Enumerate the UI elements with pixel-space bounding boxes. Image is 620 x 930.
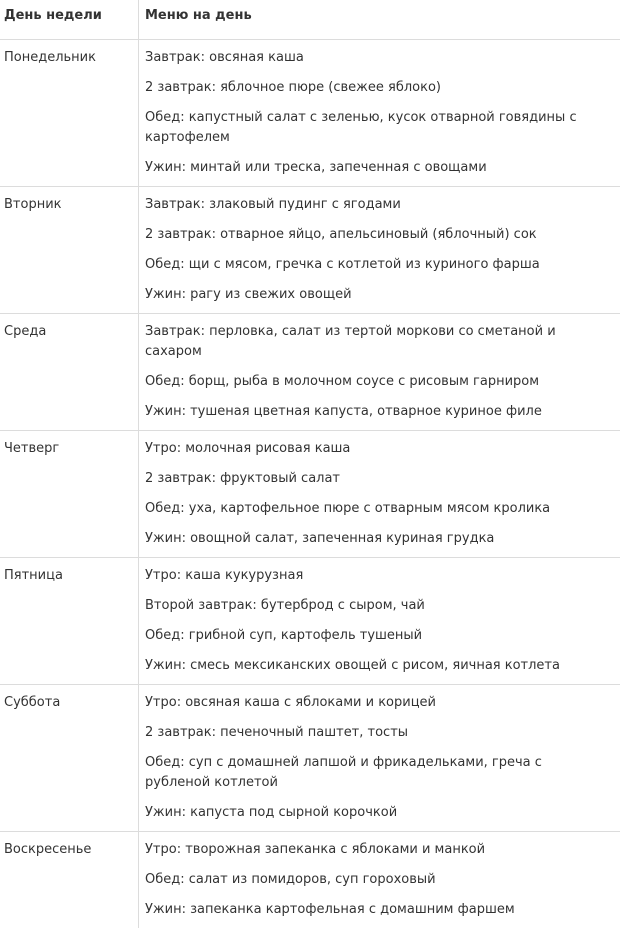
meal-item: Обед: грибной суп, картофель тушеный xyxy=(145,628,423,643)
meal-item: Обед: борщ, рыба в молочном соусе с рисовым гарниром xyxy=(145,374,540,389)
meal-item: Завтрак: овсяная каша xyxy=(145,50,304,65)
day-menu xyxy=(139,187,620,313)
meal-item: 2 завтрак: фруктовый салат xyxy=(145,471,341,486)
header-menu-column: Меню на день xyxy=(145,8,252,23)
meal-item: Ужин: смесь мексиканских овощей с рисом, яичная котлета xyxy=(145,658,560,673)
day-name: Пятница xyxy=(0,558,139,684)
header-day-column: День недели xyxy=(0,0,139,39)
table-row xyxy=(0,431,620,558)
table-row xyxy=(0,832,620,928)
table-row xyxy=(0,314,620,431)
day-name: Воскресенье xyxy=(0,832,139,928)
meal-item: Ужин: минтай или треска, запеченная с овощами xyxy=(145,160,487,175)
meal-item: Утро: молочная рисовая каша xyxy=(145,441,351,456)
meal-item: Утро: овсяная каша с яблоками и корицей xyxy=(145,695,436,710)
meal-item: 2 завтрак: отварное яйцо, апельсиновый (яблочный) сок xyxy=(145,227,537,242)
day-menu xyxy=(139,832,620,928)
meal-item: Ужин: запеканка картофельная с домашним фаршем xyxy=(145,902,515,917)
table-body xyxy=(0,40,620,928)
table-row xyxy=(0,40,620,187)
meal-item: Ужин: тушеная цветная капуста, отварное куриное филе xyxy=(145,404,542,419)
day-name: Суббота xyxy=(0,685,139,831)
day-menu xyxy=(139,40,620,186)
meal-item: Второй завтрак: бутерброд с сыром, чай xyxy=(145,598,425,613)
meal-item: Ужин: рагу из свежих овощей xyxy=(145,287,352,302)
meal-item: Обед: салат из помидоров, суп гороховый xyxy=(145,872,436,887)
day-name: Среда xyxy=(0,314,139,430)
day-name: Четверг xyxy=(0,431,139,557)
day-menu xyxy=(139,314,620,430)
meal-item: Завтрак: перловка, салат из тертой моркови со сметаной и сахаром xyxy=(145,324,556,359)
day-menu xyxy=(139,558,620,684)
day-menu xyxy=(139,431,620,557)
meal-item: Обед: суп с домашней лапшой и фрикадельками, греча с рубленой котлетой xyxy=(145,755,542,790)
meal-item: Утро: творожная запеканка с яблоками и манкой xyxy=(145,842,486,857)
table-row xyxy=(0,685,620,832)
meal-item: Ужин: овощной салат, запеченная куриная грудка xyxy=(145,531,495,546)
table-header xyxy=(0,0,620,40)
meal-item: Обед: уха, картофельное пюре с отварным мясом кролика xyxy=(145,501,551,516)
day-name: Вторник xyxy=(0,187,139,313)
meal-item: 2 завтрак: яблочное пюре (свежее яблоко) xyxy=(145,80,441,95)
meal-item: Завтрак: злаковый пудинг с ягодами xyxy=(145,197,401,212)
meal-item: Ужин: капуста под сырной корочкой xyxy=(145,805,398,820)
meal-item: Обед: щи с мясом, гречка с котлетой из куриного фарша xyxy=(145,257,540,272)
meal-item: Обед: капустный салат с зеленью, кусок отварной говядины с картофелем xyxy=(145,110,577,145)
meal-item: 2 завтрак: печеночный паштет, тосты xyxy=(145,725,409,740)
table-row xyxy=(0,187,620,314)
day-name: Понедельник xyxy=(0,40,139,186)
day-menu xyxy=(139,685,620,831)
table-row xyxy=(0,558,620,685)
meal-item: Утро: каша кукурузная xyxy=(145,568,304,583)
